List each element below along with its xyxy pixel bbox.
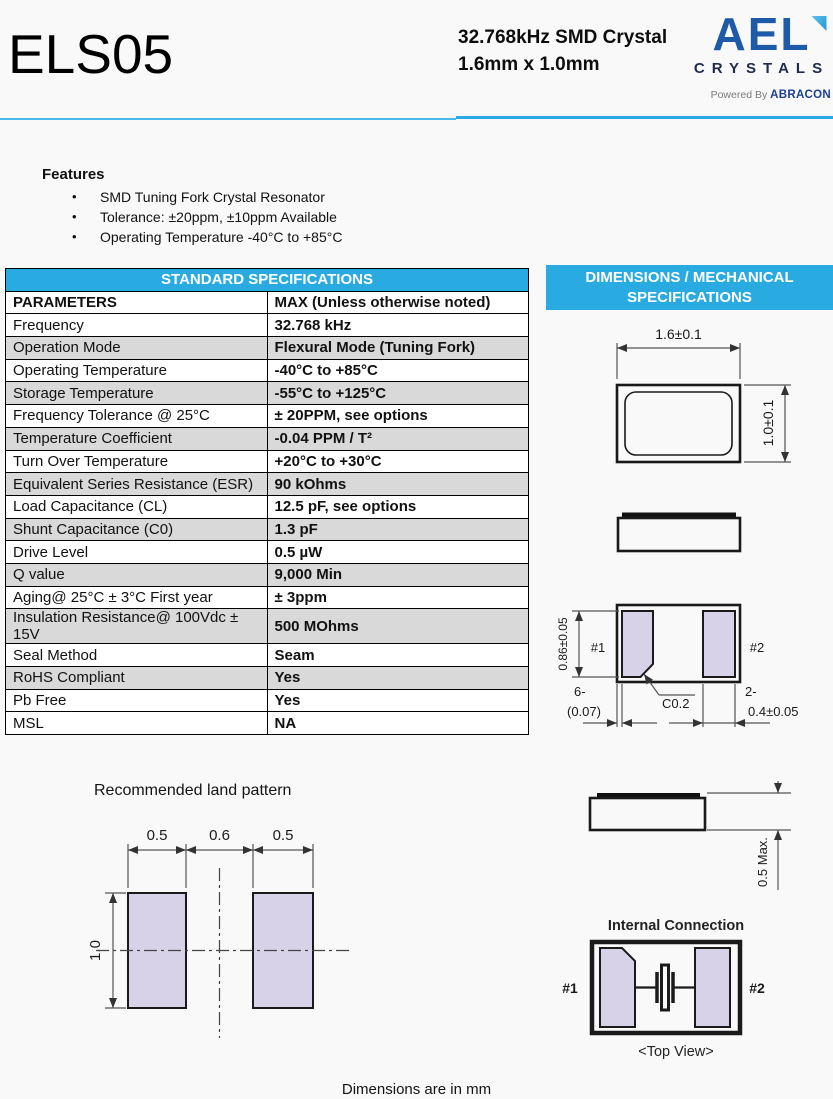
dim-label-gap-count: 6- bbox=[574, 684, 586, 699]
spec-value: 500 MOhms bbox=[267, 609, 529, 644]
pad1-label: #1 bbox=[590, 640, 606, 655]
ael-logo-text: AEL bbox=[713, 10, 811, 58]
table-row bbox=[6, 518, 529, 541]
bottom-view-drawing bbox=[545, 590, 833, 735]
dim-label-pad-width: 0.4±0.05 bbox=[748, 704, 799, 719]
spec-value: -40°C to +85°C bbox=[267, 359, 529, 382]
pad1-label: #1 bbox=[562, 980, 578, 996]
subtitle-line1: 32.768kHz SMD Crystal bbox=[458, 27, 668, 48]
spec-value: 1.3 pF bbox=[267, 518, 529, 541]
spec-table-header-row bbox=[6, 291, 529, 314]
dims-header-line2: SPECIFICATIONS bbox=[627, 289, 752, 306]
features-heading: Features bbox=[42, 166, 105, 183]
powered-by-abracon: Powered By ABRACON bbox=[710, 89, 831, 101]
spec-param: Seal Method bbox=[6, 644, 268, 667]
table-row bbox=[6, 541, 529, 564]
list-item: • Tolerance: ±20ppm, ±10ppm Available bbox=[72, 209, 337, 225]
subtitle-line2: 1.6mm x 1.0mm bbox=[458, 54, 600, 75]
dim-label-pad-right: 0.5 bbox=[272, 827, 294, 844]
dimensions-note: Dimensions are in mm bbox=[341, 1081, 492, 1098]
spec-value: ± 20PPM, see options bbox=[267, 405, 529, 428]
spec-value: NA bbox=[267, 712, 529, 735]
abracon-brand: ABRACON bbox=[770, 89, 831, 101]
spec-param: Drive Level bbox=[6, 541, 268, 564]
bullet-icon: • bbox=[72, 209, 77, 224]
land-pattern-drawing bbox=[60, 808, 440, 1073]
spec-param: MSL bbox=[6, 712, 268, 735]
col-header-parameters: PARAMETERS bbox=[6, 291, 268, 314]
spec-table-title-row bbox=[6, 269, 529, 292]
spec-param: Operation Mode bbox=[6, 337, 268, 360]
spec-param: Shunt Capacitance (C0) bbox=[6, 518, 268, 541]
dimensions-section-header bbox=[546, 265, 833, 310]
spec-value: Yes bbox=[267, 689, 529, 712]
table-row bbox=[6, 609, 529, 644]
spec-param: Pb Free bbox=[6, 689, 268, 712]
internal-connection-drawing bbox=[545, 908, 833, 1068]
col-header-max: MAX (Unless otherwise noted) bbox=[267, 291, 529, 314]
table-row bbox=[6, 644, 529, 667]
table-row bbox=[6, 427, 529, 450]
spec-value: 0.5 µW bbox=[267, 541, 529, 564]
spec-table bbox=[5, 268, 529, 735]
dim-label-pad-count: 2- bbox=[745, 684, 757, 699]
pad-1 bbox=[600, 948, 635, 1027]
spec-param: RoHS Compliant bbox=[6, 667, 268, 690]
ael-logo-triangle-icon bbox=[812, 16, 827, 31]
spec-value: 9,000 Min bbox=[267, 563, 529, 586]
spec-value: 32.768 kHz bbox=[267, 314, 529, 337]
table-row bbox=[6, 405, 529, 428]
spec-value: +20°C to +30°C bbox=[267, 450, 529, 473]
table-row bbox=[6, 495, 529, 518]
table-row bbox=[6, 689, 529, 712]
table-row bbox=[6, 359, 529, 382]
spec-param: Turn Over Temperature bbox=[6, 450, 268, 473]
dim-label-gap: (0.07) bbox=[567, 704, 601, 719]
pad2-label: #2 bbox=[749, 640, 765, 655]
table-row bbox=[6, 337, 529, 360]
pad2-label: #2 bbox=[749, 980, 765, 996]
spec-value: -0.04 PPM / T² bbox=[267, 427, 529, 450]
top-view-drawing bbox=[545, 315, 833, 480]
spec-param: Equivalent Series Resistance (ESR) bbox=[6, 473, 268, 496]
features-list bbox=[72, 190, 342, 250]
spec-value: Flexural Mode (Tuning Fork) bbox=[267, 337, 529, 360]
table-row bbox=[6, 473, 529, 496]
dims-header-line1: DIMENSIONS / MECHANICAL bbox=[585, 269, 794, 286]
ael-logo bbox=[690, 10, 833, 101]
spec-value: 90 kOhms bbox=[267, 473, 529, 496]
dim-label-height: 1.0±0.1 bbox=[760, 399, 776, 447]
side-view-drawing bbox=[545, 505, 833, 560]
list-item: • SMD Tuning Fork Crystal Resonator bbox=[72, 189, 325, 205]
pad-2 bbox=[703, 611, 735, 677]
spec-value: 12.5 pF, see options bbox=[267, 495, 529, 518]
land-pattern-title: Recommended land pattern bbox=[94, 782, 292, 799]
spec-param: Temperature Coefficient bbox=[6, 427, 268, 450]
bullet-icon: • bbox=[72, 229, 77, 244]
pad-2 bbox=[695, 948, 730, 1027]
table-row bbox=[6, 712, 529, 735]
crystal-symbol-body bbox=[662, 965, 669, 1010]
table-row bbox=[6, 382, 529, 405]
spec-param: Frequency Tolerance @ 25°C bbox=[6, 405, 268, 428]
dim-label-pad-left: 0.5 bbox=[146, 827, 168, 844]
spec-value: Seam bbox=[267, 644, 529, 667]
table-row bbox=[6, 314, 529, 337]
dim-label-max-height: 0.5 Max. bbox=[755, 837, 770, 887]
spec-value: -55°C to +125°C bbox=[267, 382, 529, 405]
spec-param: Q value bbox=[6, 563, 268, 586]
dim-label-gap: 0.6 bbox=[209, 827, 230, 844]
dim-label-width: 1.6±0.1 bbox=[655, 326, 702, 342]
header-divider-right bbox=[456, 116, 833, 119]
dim-label-chamfer: C0.2 bbox=[662, 696, 690, 711]
list-item: • Operating Temperature -40°C to +85°C bbox=[72, 229, 343, 245]
pad-1 bbox=[622, 611, 653, 677]
product-subtitle bbox=[458, 24, 667, 78]
spec-param: Frequency bbox=[6, 314, 268, 337]
dim-label-pad-height: 0.86±0.05 bbox=[556, 617, 570, 671]
spec-value: ± 3ppm bbox=[267, 586, 529, 609]
header-divider-left bbox=[0, 118, 456, 120]
spec-param: Storage Temperature bbox=[6, 382, 268, 405]
spec-param: Operating Temperature bbox=[6, 359, 268, 382]
spec-param: Aging@ 25°C ± 3°C First year bbox=[6, 586, 268, 609]
ael-logo-crystals: CRYSTALS bbox=[693, 60, 830, 77]
table-row bbox=[6, 563, 529, 586]
table-row bbox=[6, 450, 529, 473]
side-view-height-drawing bbox=[545, 778, 833, 898]
spec-table-title: STANDARD SPECIFICATIONS bbox=[6, 269, 529, 292]
internal-connection-title: Internal Connection bbox=[607, 918, 745, 934]
spec-param: Insulation Resistance@ 100Vdc ± 15V bbox=[6, 609, 268, 644]
table-row bbox=[6, 586, 529, 609]
dim-label-height: 1.0 bbox=[87, 940, 104, 961]
page-title: ELS05 bbox=[8, 23, 174, 85]
top-view-caption: <Top View> bbox=[638, 1044, 714, 1060]
spec-param: Load Capacitance (CL) bbox=[6, 495, 268, 518]
table-row bbox=[6, 667, 529, 690]
spec-value: Yes bbox=[267, 667, 529, 690]
bullet-icon: • bbox=[72, 189, 77, 204]
